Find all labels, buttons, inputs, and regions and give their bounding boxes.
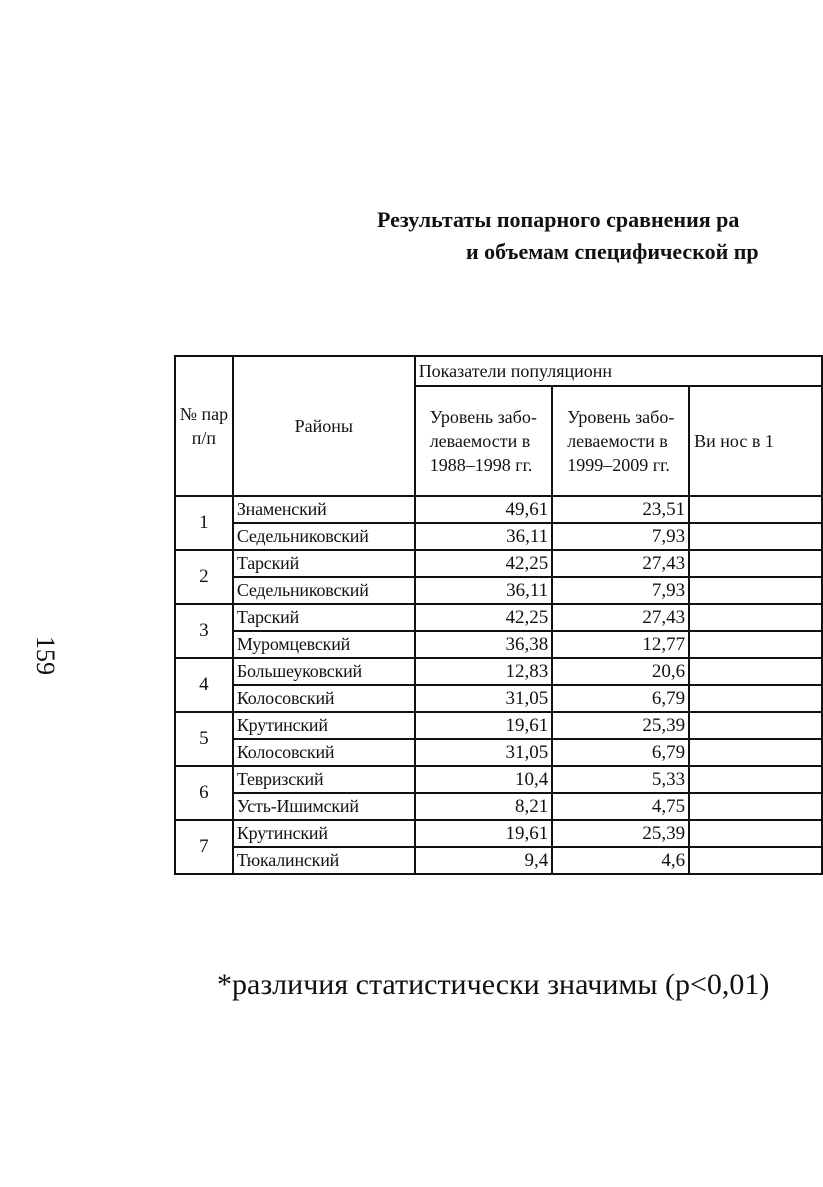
incidence-1999-2009: 4,75: [552, 793, 689, 820]
incidence-1999-2009: 25,39: [552, 820, 689, 847]
incidence-1999-2009: 20,6: [552, 658, 689, 685]
pair-number: 2: [175, 550, 233, 604]
incidence-1988-1998: 36,11: [415, 577, 553, 604]
incidence-1999-2009: 7,93: [552, 523, 689, 550]
incidence-1999-2009: 5,33: [552, 766, 689, 793]
table-row: [175, 577, 822, 604]
pair-number: 5: [175, 712, 233, 766]
district-name: Знаменский: [233, 496, 415, 523]
pair-number: 7: [175, 820, 233, 874]
cell-third-column: [689, 793, 822, 820]
cell-third-column: [689, 712, 822, 739]
col-header-incidence-1988-1998: Уровень забо-леваемости в 1988–1998 гг.: [415, 386, 553, 496]
cell-third-column: [689, 550, 822, 577]
footnote: *различия статистически значимы (p<0,01): [217, 968, 770, 1001]
district-name: Крутинский: [233, 820, 415, 847]
incidence-1988-1998: 31,05: [415, 685, 553, 712]
incidence-1999-2009: 23,51: [552, 496, 689, 523]
table-row: [175, 631, 822, 658]
table-row: [175, 820, 822, 847]
table-row: [175, 739, 822, 766]
incidence-1988-1998: 10,4: [415, 766, 553, 793]
incidence-1999-2009: 6,79: [552, 739, 689, 766]
incidence-1988-1998: 36,11: [415, 523, 553, 550]
table-row: [175, 847, 822, 874]
incidence-1999-2009: 7,93: [552, 577, 689, 604]
table-row: [175, 766, 822, 793]
incidence-1988-1998: 19,61: [415, 820, 553, 847]
col-header-third: Ви нос в 1: [689, 386, 822, 496]
incidence-1988-1998: 42,25: [415, 604, 553, 631]
cell-third-column: [689, 685, 822, 712]
table-row: [175, 523, 822, 550]
cell-third-column: [689, 766, 822, 793]
incidence-1988-1998: 8,21: [415, 793, 553, 820]
pair-number: 1: [175, 496, 233, 550]
district-name: Тевризский: [233, 766, 415, 793]
district-name: Тарский: [233, 604, 415, 631]
table-row: [175, 604, 822, 631]
district-name: Муромцевский: [233, 631, 415, 658]
pair-number: 3: [175, 604, 233, 658]
cell-third-column: [689, 658, 822, 685]
cell-third-column: [689, 847, 822, 874]
table-row: [175, 712, 822, 739]
incidence-1988-1998: 36,38: [415, 631, 553, 658]
pair-number: 6: [175, 766, 233, 820]
cell-third-column: [689, 604, 822, 631]
district-name: Усть-Ишимский: [233, 793, 415, 820]
district-name: Колосовский: [233, 685, 415, 712]
incidence-1988-1998: 9,4: [415, 847, 553, 874]
district-name: Седельниковский: [233, 577, 415, 604]
col-header-pair-number: № пар п/п: [175, 356, 233, 496]
incidence-1999-2009: 27,43: [552, 550, 689, 577]
incidence-1999-2009: 6,79: [552, 685, 689, 712]
cell-third-column: [689, 631, 822, 658]
results-table: [174, 355, 823, 875]
incidence-1999-2009: 4,6: [552, 847, 689, 874]
title-line-1: Результаты попарного сравнения ра: [377, 207, 740, 232]
cell-third-column: [689, 820, 822, 847]
table-body: [175, 496, 822, 874]
cell-third-column: [689, 496, 822, 523]
incidence-1988-1998: 42,25: [415, 550, 553, 577]
pair-number: 4: [175, 658, 233, 712]
table-row: [175, 658, 822, 685]
district-name: Тарский: [233, 550, 415, 577]
cell-third-column: [689, 739, 822, 766]
incidence-1988-1998: 19,61: [415, 712, 553, 739]
incidence-1999-2009: 12,77: [552, 631, 689, 658]
district-name: Тюкалинский: [233, 847, 415, 874]
col-header-incidence-1999-2009: Уровень забо-леваемости в 1999–2009 гг.: [552, 386, 689, 496]
cell-third-column: [689, 577, 822, 604]
col-header-group: Показатели популяционн: [415, 356, 822, 386]
district-name: Большеуковский: [233, 658, 415, 685]
incidence-1988-1998: 49,61: [415, 496, 553, 523]
page-number: 159: [31, 636, 60, 675]
incidence-1988-1998: 12,83: [415, 658, 553, 685]
district-name: Седельниковский: [233, 523, 415, 550]
col-header-districts: Районы: [233, 356, 415, 496]
incidence-1999-2009: 25,39: [552, 712, 689, 739]
title-line-2: и объемам специфической пр: [466, 239, 759, 264]
incidence-1999-2009: 27,43: [552, 604, 689, 631]
district-name: Колосовский: [233, 739, 415, 766]
district-name: Крутинский: [233, 712, 415, 739]
table-row: [175, 793, 822, 820]
table-row: [175, 685, 822, 712]
incidence-1988-1998: 31,05: [415, 739, 553, 766]
table-row: [175, 496, 822, 523]
table-row: [175, 550, 822, 577]
cell-third-column: [689, 523, 822, 550]
